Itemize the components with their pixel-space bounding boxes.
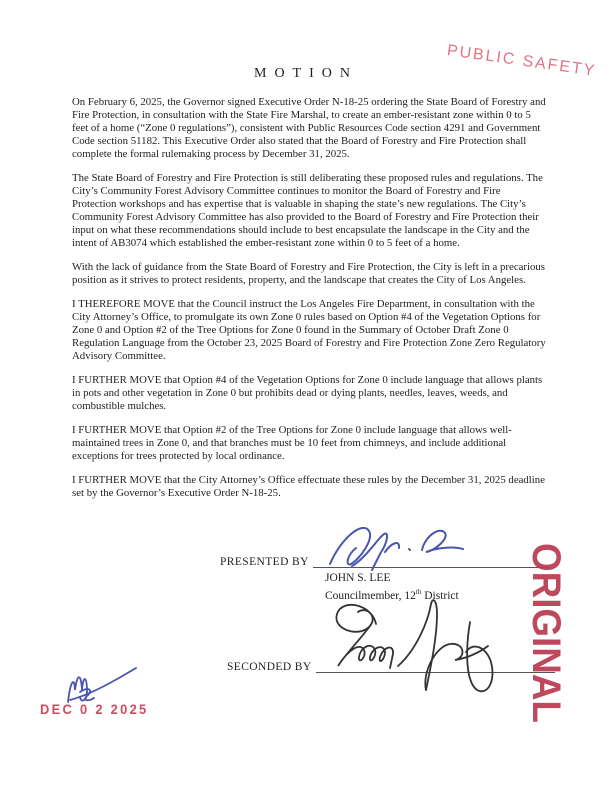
document-body [72,96,546,500]
paragraph-lack-of-guidance: With the lack of guidance from the State Board of Forestry and Fire Protection, the City is left in a precarious position as it strives to protect residents, property, and the landscape that creates the City of Los Angeles. [72,261,546,286]
paragraph-executive-order: On February 6, 2025, the Governor signed Executive Order N-18-25 ordering the State Board of Forestry and Fire Protection, in consultation with the State Fire Marshal, to create an ember-resistant zone within 0 to 5 feet of a home (“Zone 0 regulations”), consistent with Public Resources Code section 4291 and Government Code section 51182. This Executive Order also stated that the Board of Forestry and Fire Protection shall complete the formal rulemaking process by December 31, 2025. [72,96,546,160]
original-stamp: ORIGINAL [524,543,568,723]
public-safety-stamp: PUBLIC SAFETY [445,42,598,80]
paragraph-further-move-trees: I FURTHER MOVE that Option #2 of the Tree Options for Zone 0 include language that allows well-maintained trees in Zone 0, and that branches must be 10 feet from chimneys, and include additional exceptions for trees protected by local ordinance. [72,424,512,462]
seconder-signature-ink [318,594,550,696]
presenter-name: JOHN S. LEE [325,572,391,584]
seconded-by-label: SECONDED BY [227,661,312,673]
paragraph-board-deliberating: The State Board of Forestry and Fire Protection is still deliberating these proposed rules and regulations. The City’s Community Forest Advisory Committee continues to monitor the Board of Forestry and Fire Protection workshops and has expertise that is valuable in shaping the state’s new regulations. The City’s Community Forest Advisory Committee has also provided to the Board of Forestry and Fire Protection their input on what these recommendations should include to best encapsulate the landscape in the City and the intent of AB3074 which established the ember-resistant zone within 0 to 5 feet of a home. [72,172,543,249]
document-title: MOTION [254,66,358,81]
presented-by-label: PRESENTED BY [220,556,309,568]
presenter-title: Councilmember, 12th District [325,588,459,602]
paragraph-therefore-move: I THEREFORE MOVE that the Council instruct the Los Angeles Fire Department, in consultation with the City Attorney’s Office, to promulgate its own Zone 0 rules based on Option #4 of the Vegetation Options for Zone 0 and Option #2 of the Tree Options for Zone 0 found in the Summary of October Draft Zone 0 Regulation Language from the October 23, 2025 Board of Forestry and Fire Protection Zone Zero Regulatory Advisory Committee. [72,298,546,362]
paragraph-further-move-deadline: I FURTHER MOVE that the City Attorney’s Office effectuate these rules by the December 31, 2025 deadline set by the Governor’s Executive Order N-18-25. [72,474,545,499]
date-received-stamp: DEC 0 2 2025 [40,701,149,717]
paragraph-further-move-vegetation: I FURTHER MOVE that Option #4 of the Vegetation Options for Zone 0 include language that allows plants in pots and other vegetation in Zone 0 but prohibits dead or dying plants, needles, leaves, weeds, and combustible mulches. [72,374,543,412]
presenter-signature-ink [322,518,472,574]
